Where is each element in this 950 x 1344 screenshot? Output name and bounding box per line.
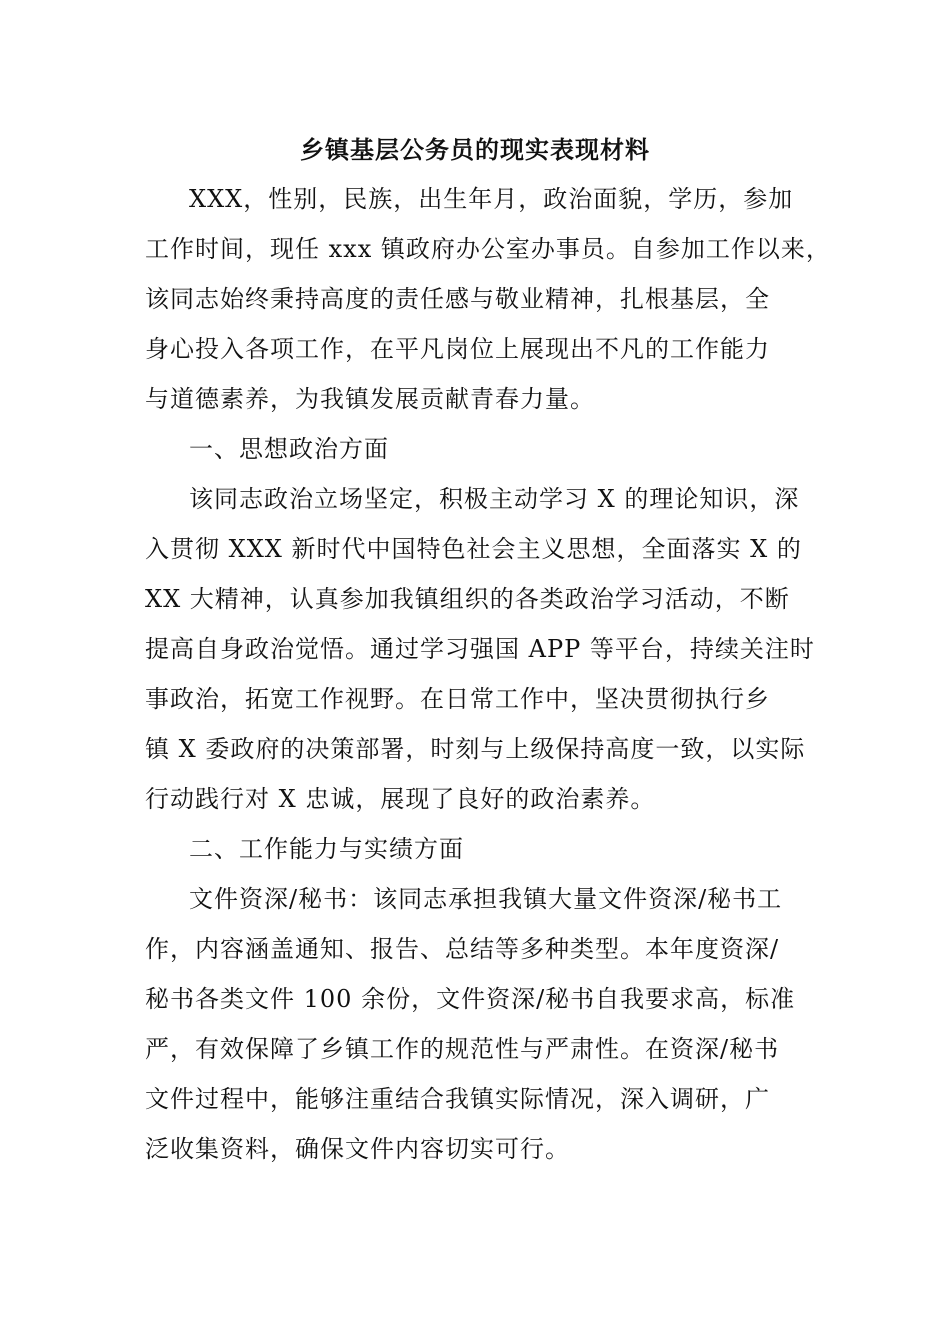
paragraph-line: 泛收集资料，确保文件内容切实可行。 bbox=[145, 1135, 570, 1163]
paragraph-line: 文件过程中，能够注重结合我镇实际情况，深入调研，广 bbox=[145, 1085, 770, 1113]
section-heading-political: 一、思想政治方面 bbox=[189, 435, 389, 463]
paragraph-line: XX 大精神，认真参加我镇组织的各类政治学习活动，不断 bbox=[145, 585, 790, 613]
paragraph-line: 严，有效保障了乡镇工作的规范性与严肃性。在资深/秘书 bbox=[145, 1035, 780, 1063]
paragraph-line: 提高自身政治觉悟。通过学习强国 APP 等平台，持续关注时 bbox=[145, 635, 815, 663]
document-title: 乡镇基层公务员的现实表现材料 bbox=[300, 136, 650, 164]
paragraph-line: 镇 X 委政府的决策部署，时刻与上级保持高度一致，以实际 bbox=[145, 735, 806, 763]
paragraph-line: XXX，性别，民族，出生年月，政治面貌，学历，参加 bbox=[189, 185, 794, 213]
paragraph-line: 行动践行对 X 忠诚，展现了良好的政治素养。 bbox=[145, 785, 656, 813]
paragraph-line: 秘书各类文件 100 余份，文件资深/秘书自我要求高，标准 bbox=[145, 985, 796, 1013]
paragraph-line: 入贯彻 XXX 新时代中国特色社会主义思想，全面落实 X 的 bbox=[145, 535, 802, 563]
paragraph-line: 该同志始终秉持高度的责任感与敬业精神，扎根基层，全 bbox=[145, 285, 770, 313]
paragraph-line: 事政治，拓宽工作视野。在日常工作中，坚决贯彻执行乡 bbox=[145, 685, 770, 713]
paragraph-line: 身心投入各项工作，在平凡岗位上展现出不凡的工作能力 bbox=[145, 335, 770, 363]
paragraph-line: 工作时间，现任 xxx 镇政府办公室办事员。自参加工作以来， bbox=[145, 235, 831, 263]
paragraph-line: 与道德素养，为我镇发展贡献青春力量。 bbox=[145, 385, 595, 413]
paragraph-line: 该同志政治立场坚定，积极主动学习 X 的理论知识，深 bbox=[189, 485, 800, 513]
section-heading-work: 二、工作能力与实绩方面 bbox=[189, 835, 464, 863]
paragraph-line: 作，内容涵盖通知、报告、总结等多种类型。本年度资深/ bbox=[145, 935, 780, 963]
paragraph-line: 文件资深/秘书：该同志承担我镇大量文件资深/秘书工 bbox=[189, 885, 783, 913]
